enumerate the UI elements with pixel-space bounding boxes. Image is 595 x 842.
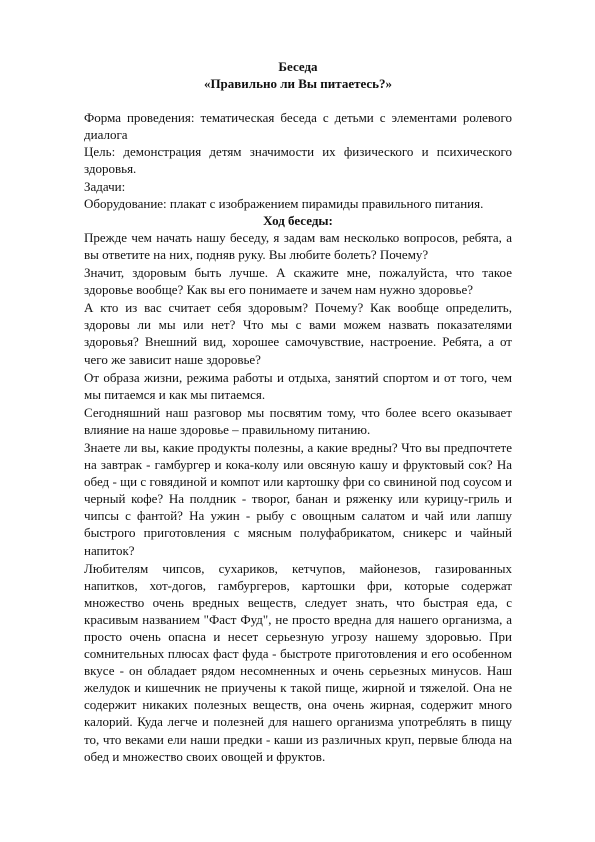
spacer — [84, 92, 512, 109]
paragraph: От образа жизни, режима работы и отдыха, занятий спортом и от того, чем мы питаемся и как мы питаемся. — [84, 369, 512, 402]
tasks-line: Задачи: — [84, 178, 126, 194]
equipment-line: Оборудование: плакат с изображением пирамиды правильного питания. — [84, 195, 484, 211]
document-page — [84, 58, 512, 765]
paragraph: Сегодняшний наш разговор мы посвятим тому, что более всего оказывает влияние на наше здоровье – правильному питанию. — [84, 404, 512, 437]
paragraph: Любителям чипсов, сухариков, кетчупов, майонезов, газированных напитков, хот-догов, гамбургеров, картошки фри, которые содержат множество очень вредных веществ, следует знать, что быстрая еда, с красивым названием "Фаст Фуд", не просто вредна для нашего организма, а просто очень опасна и несет серьезную угрозу нашему здоровью. При сомнительных плюсах фаст фуда - быстроте приготовления и его особенном вкусе - он обладает рядом несомненных и очень серьезных минусов. Наш желудок и кишечник не приучены к такой пище, жирной и тяжелой. Она не содержит никаких полезных веществ, она очень жирная, содержит много калорий. Куда легче и полезней для нашего организма употреблять в пищу то, что веками ели наши предки - каши из различных круп, первые блюда на обед и множество своих овощей и фруктов. — [84, 560, 512, 764]
document-title: Беседа — [278, 59, 318, 74]
goal-line: Цель: демонстрация детям значимости их физического и психического здоровья. — [84, 144, 512, 177]
paragraph: Значит, здоровым быть лучше. А скажите мне, пожалуйста, что такое здоровье вообще? Как вы его понимаете и зачем нам нужно здоровье? — [84, 265, 512, 298]
paragraph: А кто из вас считает себя здоровым? Почему? Как вообще определить, здоровы ли мы или нет? Что мы с вами можем назвать показателями здоровья? Внешний вид, хорошее самочувствие, настроение. Ребята, а от чего же зависит наше здоровье? — [84, 300, 512, 367]
section-heading: Ход беседы: — [263, 212, 333, 228]
document-subtitle: «Правильно ли Вы питаетесь?» — [203, 76, 393, 92]
paragraph: Прежде чем начать нашу беседу, я задам вам несколько вопросов, ребята, а вы ответите на них, подняв руку. Вы любите болеть? Почему? — [84, 229, 512, 262]
paragraph: Знаете ли вы, какие продукты полезны, а какие вредны? Что вы предпочтете на завтрак - гамбургер и кока-колу или овсяную кашу и фруктовый сок? На обед - щи с говядиной и компот или картошку фри со свининой под соусом и черный кофе? На полдник - творог, банан и ряженку или курицу-гриль и чипсы с фантой? На ужин - рыбу с овощным салатом и чай или лапшу быстрого приготовления с мясным полуфабрикатом, сникерс и чайный напиток? — [84, 439, 512, 558]
form-line: Форма проведения: тематическая беседа с детьми с элементами ролевого диалога — [84, 110, 512, 143]
